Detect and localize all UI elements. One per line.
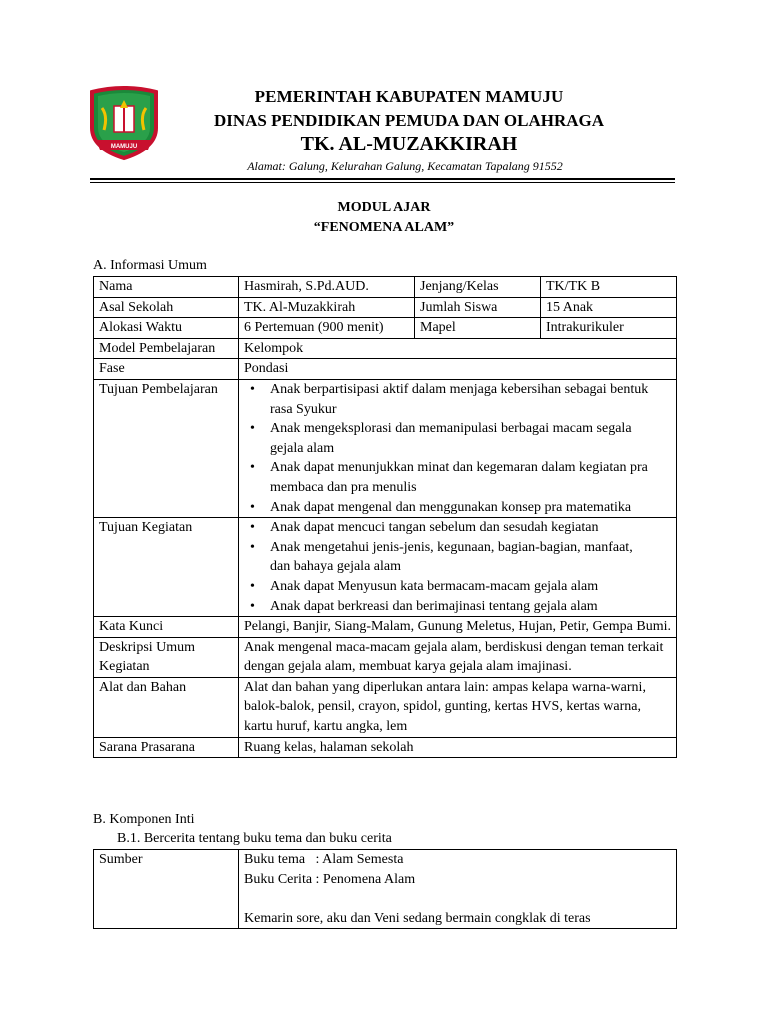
list-item: • Anak dapat berkreasi dan berimajinasi tentang gejala alam — [244, 597, 656, 617]
row-value: TK/TK B — [541, 277, 677, 298]
row-label: Nama — [94, 277, 239, 298]
letterhead-address: Alamat: Galung, Kelurahan Galung, Kecamatan Tapalang 91552 — [247, 159, 563, 173]
table-row — [94, 737, 677, 758]
document-subtitle: “FENOMENA ALAM” — [313, 220, 455, 235]
row-value: 6 Pertemuan (900 menit) — [239, 318, 415, 339]
story-text: Kemarin sore, aku dan Veni sedang bermain congklak di teras — [244, 910, 591, 926]
list-item: • Anak dapat Menyusun kata bermacam-macam gejala alam — [244, 577, 656, 597]
list-item: • Anak mengetahui jenis-jenis, kegunaan, bagian-bagian, manfaat, dan bahaya gejala alam — [244, 538, 656, 577]
row-label: Fase — [94, 359, 239, 380]
row-value: Hasmirah, S.Pd.AUD. — [239, 277, 415, 298]
table-row — [94, 518, 677, 617]
row-value: Pondasi — [239, 359, 677, 380]
document-title: MODUL AJAR — [337, 200, 431, 215]
letterhead-school-name: TK. AL-MUZAKKIRAH — [300, 133, 518, 155]
row-label: Jenjang/Kelas — [415, 277, 541, 298]
list-item: • Anak dapat mengenal dan menggunakan konsep pra matematika — [244, 498, 656, 518]
blank-line — [244, 889, 671, 909]
row-label: Alokasi Waktu — [94, 318, 239, 339]
list-item: • Anak dapat mencuci tangan sebelum dan sesudah kegiatan — [244, 518, 656, 538]
row-value: Intrakurikuler — [541, 318, 677, 339]
list-item: • Anak dapat menunjukkan minat dan kegemaran dalam kegiatan pra membaca dan pra menulis — [244, 458, 656, 497]
source-story-book: Buku Cerita : Penomena Alam — [244, 871, 416, 887]
letterhead-department: DINAS PENDIDIKAN PEMUDA DAN OLAHRAGA — [213, 111, 605, 130]
table-row — [94, 617, 677, 638]
table-row — [94, 359, 677, 380]
table-row — [94, 379, 677, 517]
letterhead-divider-thick — [90, 178, 675, 180]
row-value: Anak mengenal maca-macam gejala alam, berdiskusi dengan teman terkait dengan gejala alam, membuat karya gejala alam imajinasi. — [239, 637, 677, 677]
row-label: Sarana Prasarana — [94, 737, 239, 758]
row-label: Model Pembelajaran — [94, 338, 239, 359]
row-label: Jumlah Siswa — [415, 297, 541, 318]
list-item: • Anak mengeksplorasi dan memanipulasi berbagai macam segala gejala alam — [244, 419, 656, 458]
row-value: TK. Al-Muzakkirah — [239, 297, 415, 318]
row-value: 15 Anak — [541, 297, 677, 318]
row-label: Sumber — [94, 850, 239, 929]
table-row — [94, 297, 677, 318]
row-value: Kelompok — [239, 338, 677, 359]
row-label: Asal Sekolah — [94, 297, 239, 318]
learning-objectives-list — [244, 380, 656, 517]
row-label: Alat dan Bahan — [94, 677, 239, 737]
table-row — [94, 637, 677, 677]
row-value — [239, 850, 677, 929]
row-label: Kata Kunci — [94, 617, 239, 638]
general-info-table — [93, 276, 677, 758]
row-value: Pelangi, Banjir, Siang-Malam, Gunung Meletus, Hujan, Petir, Gempa Bumi. — [239, 617, 677, 638]
core-component-table — [93, 849, 677, 929]
table-row — [94, 850, 677, 929]
logo-banner-text: MAMUJU — [110, 144, 138, 150]
section-b1-subheading: B.1. Bercerita tentang buku tema dan buku cerita — [117, 831, 392, 846]
row-label: Tujuan Kegiatan — [94, 518, 239, 617]
table-row — [94, 677, 677, 737]
row-value — [239, 379, 677, 517]
row-value — [239, 518, 677, 617]
section-b-heading: B. Komponen Inti — [93, 812, 195, 827]
table-row — [94, 338, 677, 359]
source-theme-book: Buku tema : Alam Semesta — [244, 852, 404, 867]
table-row — [94, 277, 677, 298]
row-value: Ruang kelas, halaman sekolah — [239, 737, 677, 758]
row-label: Deskripsi Umum Kegiatan — [94, 637, 239, 677]
row-label: Tujuan Pembelajaran — [94, 379, 239, 517]
row-label: Mapel — [415, 318, 541, 339]
letterhead-divider-thin — [90, 182, 675, 183]
list-item: • Anak berpartisipasi aktif dalam menjaga kebersihan sebagai bentuk rasa Syukur — [244, 380, 656, 419]
section-a-heading: A. Informasi Umum — [93, 258, 207, 273]
row-value: Alat dan bahan yang diperlukan antara lain: ampas kelapa warna-warni, balok-balok, pensil, crayon, spidol, gunting, kertas HVS, kertas warna, kartu huruf, kartu angka, lem — [239, 677, 677, 737]
activity-objectives-list — [244, 518, 656, 616]
table-row — [94, 318, 677, 339]
letterhead-government: PEMERINTAH KABUPATEN MAMUJU — [254, 87, 564, 106]
